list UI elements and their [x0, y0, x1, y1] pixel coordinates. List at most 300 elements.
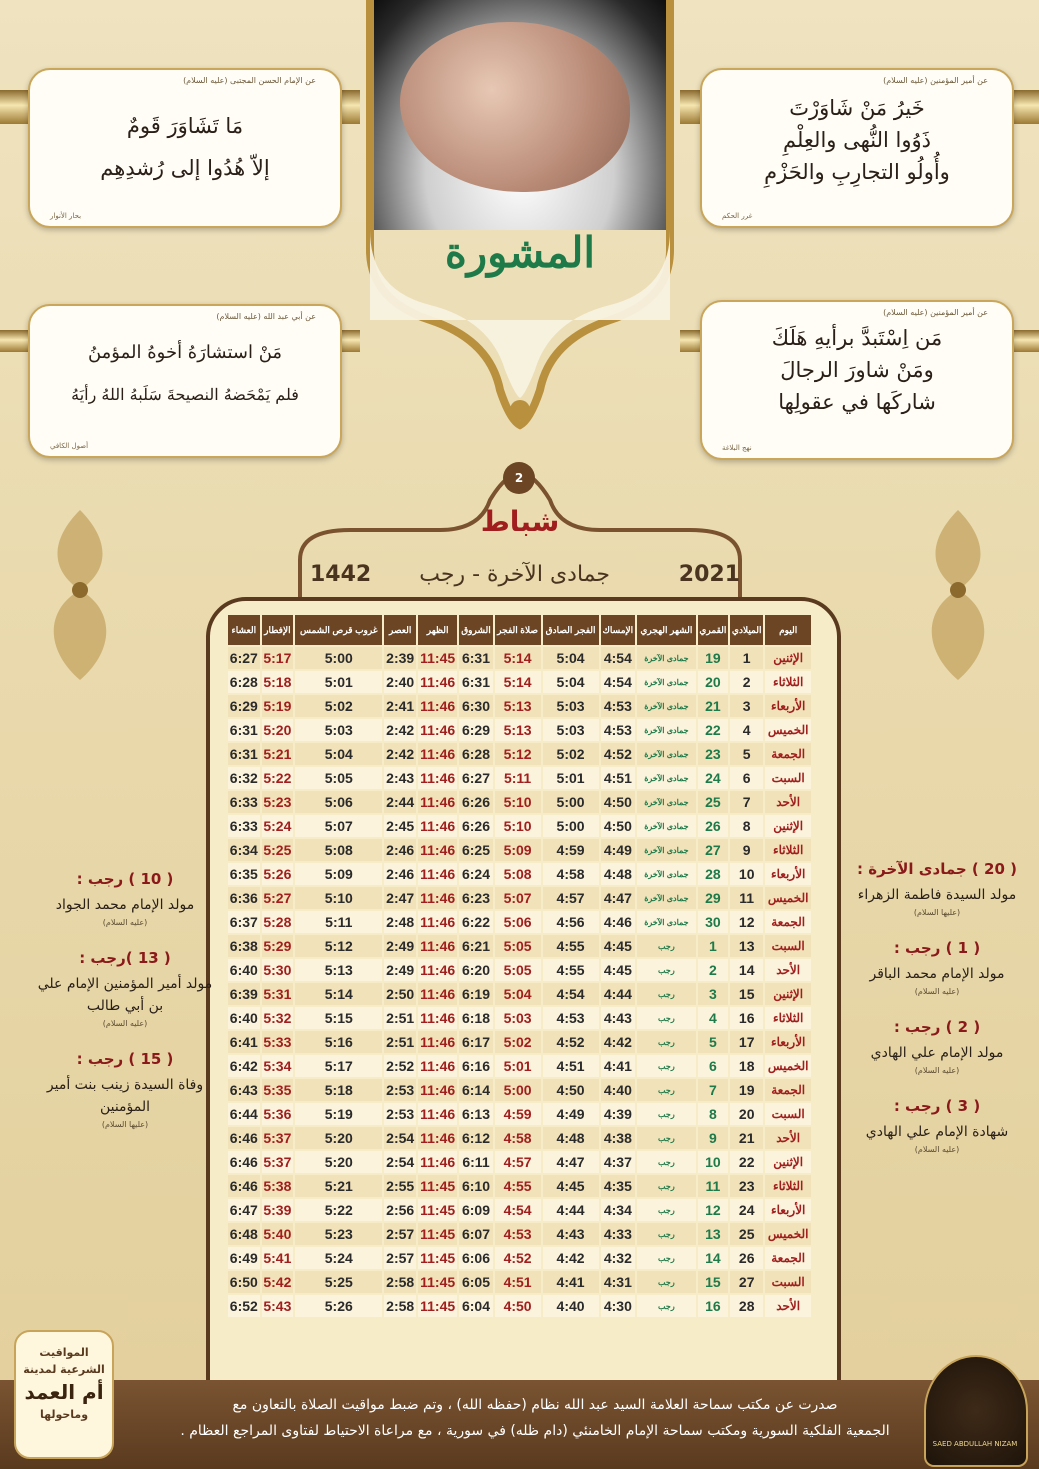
table-cell: 6:33	[228, 815, 260, 837]
table-cell: 11:45	[418, 1295, 457, 1317]
table-cell: 5:38	[262, 1175, 294, 1197]
table-cell: 13	[730, 935, 763, 957]
table-cell: 5:11	[495, 767, 541, 789]
city-line-4: وماحولها	[39, 1408, 89, 1421]
table-cell: 4:45	[601, 959, 635, 981]
table-cell: 2:58	[384, 1295, 416, 1317]
table-cell: 5:00	[295, 647, 382, 669]
table-cell: رجب	[637, 1079, 696, 1101]
table-cell: 6:40	[228, 1007, 260, 1029]
table-cell: 24	[730, 1199, 763, 1221]
table-cell: 5:21	[262, 743, 294, 765]
center-arch-frame	[350, 0, 690, 430]
table-cell: 10	[698, 1151, 728, 1173]
table-cell: 5:30	[262, 959, 294, 981]
table-cell: 5:34	[262, 1055, 294, 1077]
table-cell: 6:52	[228, 1295, 260, 1317]
table-row	[228, 815, 811, 837]
table-cell: 5:06	[295, 791, 382, 813]
table-cell: 5:17	[295, 1055, 382, 1077]
table-cell: 2	[698, 959, 728, 981]
events-panel-right	[842, 846, 1032, 1176]
quote-line: وأُولُو التجارِبِ والحَزْمِ	[764, 160, 950, 184]
table-cell: 26	[698, 815, 728, 837]
table-cell: 2:42	[384, 719, 416, 741]
table-cell: 4:52	[601, 743, 635, 765]
table-cell: 9	[730, 839, 763, 861]
event-text: مولد الإمام محمد الجواد	[55, 897, 195, 913]
table-cell: 11:46	[418, 839, 457, 861]
table-cell: 11:46	[418, 887, 457, 909]
table-cell: 2:51	[384, 1007, 416, 1029]
table-cell: 6:43	[228, 1079, 260, 1101]
table-cell: 5:10	[495, 815, 541, 837]
event-text: وفاة السيدة زينب بنت أمير المؤمنين	[46, 1077, 204, 1115]
table-cell: الثلاثاء	[765, 1175, 811, 1197]
table-cell: رجب	[637, 983, 696, 1005]
table-row	[228, 719, 811, 741]
table-cell: الخميس	[765, 719, 811, 741]
table-cell: الأحد	[765, 1127, 811, 1149]
table-cell: 28	[730, 1295, 763, 1317]
table-row	[228, 1031, 811, 1053]
table-cell: 2:40	[384, 671, 416, 693]
table-cell: 5:03	[495, 1007, 541, 1029]
table-cell: 5:32	[262, 1007, 294, 1029]
event-item	[842, 939, 1032, 996]
table-cell: 4:45	[601, 935, 635, 957]
table-row	[228, 1151, 811, 1173]
table-cell: 4:42	[543, 1247, 599, 1269]
quote-line: إلاّ هُدُوا إلى رُشدِهِم	[100, 156, 270, 180]
table-cell: 5:20	[295, 1151, 382, 1173]
table-cell: 13	[698, 1223, 728, 1245]
table-cell: 6:31	[459, 671, 492, 693]
table-cell: 26	[730, 1247, 763, 1269]
event-item	[30, 1050, 220, 1129]
month-number-badge: 2	[503, 462, 535, 494]
table-cell: 5:14	[495, 647, 541, 669]
footer-line-1: صدرت عن مكتب سماحة العلامة السيد عبد الله نظام (حفظه الله) ، وتم ضبط مواقيت الصلاة بالتعاون مع	[232, 1397, 838, 1413]
table-cell: رجب	[637, 1127, 696, 1149]
table-cell: الخميس	[765, 1223, 811, 1245]
quote-line: خَيرُ مَنْ شَاوَرْتَ	[789, 96, 925, 120]
footer-text	[180, 1392, 890, 1444]
event-date: ( 2 ) رجب :	[893, 1018, 981, 1036]
table-cell: 6:36	[228, 887, 260, 909]
table-cell: 6:17	[459, 1031, 492, 1053]
table-cell: 24	[698, 767, 728, 789]
table-cell: 5:18	[262, 671, 294, 693]
table-cell: 25	[698, 791, 728, 813]
table-cell: 5:24	[262, 815, 294, 837]
table-cell: 4:59	[543, 839, 599, 861]
table-cell: الثلاثاء	[765, 839, 811, 861]
table-row	[228, 839, 811, 861]
table-row	[228, 863, 811, 885]
table-cell: 6:10	[459, 1175, 492, 1197]
table-cell: رجب	[637, 1247, 696, 1269]
table-cell: 11:46	[418, 863, 457, 885]
table-row	[228, 887, 811, 909]
table-cell: 11:46	[418, 1151, 457, 1173]
table-cell: 4:49	[601, 839, 635, 861]
table-cell: 2:53	[384, 1103, 416, 1125]
table-cell: 4:51	[543, 1055, 599, 1077]
table-cell: 4	[698, 1007, 728, 1029]
table-cell: 6:25	[459, 839, 492, 861]
table-cell: 4:58	[543, 863, 599, 885]
table-cell: 5:26	[295, 1295, 382, 1317]
table-row	[228, 1079, 811, 1101]
table-cell: 5:04	[295, 743, 382, 765]
table-cell: 9	[698, 1127, 728, 1149]
event-date: ( 10 ) رجب :	[76, 870, 174, 888]
table-cell: الإثنين	[765, 815, 811, 837]
table-cell: 14	[730, 959, 763, 981]
table-cell: 5:29	[262, 935, 294, 957]
table-cell: 29	[698, 887, 728, 909]
event-note: (عليه السلام)	[914, 987, 960, 996]
table-row	[228, 671, 811, 693]
city-name: أم العمد	[24, 1380, 104, 1404]
table-cell: 6:11	[459, 1151, 492, 1173]
table-cell: 6:28	[459, 743, 492, 765]
table-cell: 5:25	[262, 839, 294, 861]
table-cell: 5:04	[495, 983, 541, 1005]
table-cell: 5:26	[262, 863, 294, 885]
table-header-cell: الإفطار	[262, 615, 294, 645]
table-cell: 5:07	[495, 887, 541, 909]
table-cell: 11:45	[418, 1247, 457, 1269]
table-cell: 4:56	[543, 911, 599, 933]
table-cell: 5:01	[495, 1055, 541, 1077]
table-body	[228, 647, 811, 1317]
table-cell: 2:46	[384, 839, 416, 861]
table-cell: الخميس	[765, 1055, 811, 1077]
event-text: مولد الإمام علي الهادي	[870, 1045, 1004, 1061]
table-cell: 4:53	[543, 1007, 599, 1029]
table-cell: 6:35	[228, 863, 260, 885]
table-cell: جمادى الآخرة	[637, 671, 696, 693]
table-cell: 11:46	[418, 719, 457, 741]
table-cell: رجب	[637, 1175, 696, 1197]
table-cell: 6:20	[459, 959, 492, 981]
table-cell: 20	[698, 671, 728, 693]
table-cell: رجب	[637, 935, 696, 957]
event-item	[30, 949, 220, 1028]
ornament-right	[918, 510, 998, 690]
table-cell: 6:29	[228, 695, 260, 717]
table-cell: 6:49	[228, 1247, 260, 1269]
table-cell: السبت	[765, 767, 811, 789]
table-cell: 5:23	[295, 1223, 382, 1245]
table-cell: 4:48	[601, 863, 635, 885]
table-row	[228, 959, 811, 981]
table-cell: 6:16	[459, 1055, 492, 1077]
table-cell: 5:24	[295, 1247, 382, 1269]
table-cell: الأحد	[765, 791, 811, 813]
table-cell: 5:03	[543, 695, 599, 717]
table-cell: 5:20	[295, 1127, 382, 1149]
ornament-left	[40, 510, 120, 690]
table-cell: 27	[730, 1271, 763, 1293]
table-cell: 5:02	[543, 743, 599, 765]
table-cell: جمادى الآخرة	[637, 911, 696, 933]
table-cell: 6:09	[459, 1199, 492, 1221]
table-cell: 5:25	[295, 1271, 382, 1293]
table-row	[228, 743, 811, 765]
table-cell: 5:13	[295, 959, 382, 981]
table-cell: 11:46	[418, 935, 457, 957]
table-cell: 4:33	[601, 1223, 635, 1245]
table-cell: 7	[730, 791, 763, 813]
table-header-cell: الشروق	[459, 615, 492, 645]
table-cell: جمادى الآخرة	[637, 767, 696, 789]
table-row	[228, 983, 811, 1005]
table-cell: 2:49	[384, 959, 416, 981]
table-cell: 2:51	[384, 1031, 416, 1053]
table-cell: 6:46	[228, 1175, 260, 1197]
table-cell: 4:37	[601, 1151, 635, 1173]
table-cell: 16	[730, 1007, 763, 1029]
table-cell: 5:07	[295, 815, 382, 837]
table-cell: الثلاثاء	[765, 671, 811, 693]
table-header-cell: الفجر الصادق	[543, 615, 599, 645]
table-row	[228, 1103, 811, 1125]
table-header-cell: العصر	[384, 615, 416, 645]
table-cell: 7	[698, 1079, 728, 1101]
table-cell: 11:45	[418, 1271, 457, 1293]
table-cell: الإثنين	[765, 647, 811, 669]
table-cell: 5:35	[262, 1079, 294, 1101]
table-cell: رجب	[637, 1103, 696, 1125]
table-cell: 5:04	[543, 647, 599, 669]
table-cell: 6:46	[228, 1151, 260, 1173]
table-cell: 4:40	[601, 1079, 635, 1101]
table-row	[228, 1127, 811, 1149]
greg-year: 2021	[678, 562, 740, 587]
table-cell: 11:46	[418, 911, 457, 933]
table-cell: 2:57	[384, 1247, 416, 1269]
table-cell: رجب	[637, 1151, 696, 1173]
table-cell: رجب	[637, 1031, 696, 1053]
event-note: (عليه السلام)	[102, 1019, 148, 1028]
table-cell: جمادى الآخرة	[637, 839, 696, 861]
table-cell: 11:46	[418, 1079, 457, 1101]
table-cell: 4:50	[601, 791, 635, 813]
table-cell: 2:46	[384, 863, 416, 885]
table-cell: الثلاثاء	[765, 1007, 811, 1029]
table-cell: 4:55	[543, 959, 599, 981]
table-cell: 4:51	[601, 767, 635, 789]
page-title: المشورة	[444, 228, 596, 277]
table-cell: 4:51	[495, 1271, 541, 1293]
table-cell: السبت	[765, 1271, 811, 1293]
table-cell: 23	[698, 743, 728, 765]
table-cell: الأحد	[765, 1295, 811, 1317]
table-cell: رجب	[637, 1055, 696, 1077]
table-cell: 11:46	[418, 743, 457, 765]
table-cell: 5:00	[543, 791, 599, 813]
table-cell: 4:54	[601, 647, 635, 669]
quote-card-top-left	[28, 68, 342, 228]
month-subheader	[300, 560, 740, 596]
table-cell: السبت	[765, 935, 811, 957]
table-cell: 4:35	[601, 1175, 635, 1197]
table-cell: 4:59	[495, 1103, 541, 1125]
table-cell: 28	[698, 863, 728, 885]
table-cell: 4:47	[601, 887, 635, 909]
table-cell: 2:43	[384, 767, 416, 789]
table-cell: 6:13	[459, 1103, 492, 1125]
table-cell: 4:30	[601, 1295, 635, 1317]
quote-card-bottom-left	[28, 304, 342, 458]
table-cell: 4:47	[543, 1151, 599, 1173]
table-cell: 5:36	[262, 1103, 294, 1125]
table-cell: 6:34	[228, 839, 260, 861]
table-row	[228, 1223, 811, 1245]
table-row	[228, 935, 811, 957]
table-cell: الأربعاء	[765, 1031, 811, 1053]
table-cell: 4:32	[601, 1247, 635, 1269]
table-cell: 25	[730, 1223, 763, 1245]
table-cell: 4:55	[543, 935, 599, 957]
prayer-times-table	[226, 613, 813, 1319]
table-cell: 5:03	[543, 719, 599, 741]
table-cell: 5:05	[495, 935, 541, 957]
table-cell: 6:04	[459, 1295, 492, 1317]
table-cell: 3	[730, 695, 763, 717]
table-row	[228, 1055, 811, 1077]
table-row	[228, 767, 811, 789]
table-cell: 6:31	[228, 743, 260, 765]
table-cell: 5:21	[295, 1175, 382, 1197]
table-cell: 5:13	[495, 719, 541, 741]
table-cell: الجمعة	[765, 743, 811, 765]
table-cell: 21	[698, 695, 728, 717]
table-cell: 4:55	[495, 1175, 541, 1197]
table-cell: 4:44	[543, 1199, 599, 1221]
city-line-1: المواقيت	[39, 1346, 89, 1359]
table-cell: 2:47	[384, 887, 416, 909]
event-text: مولد أمير المؤمنين الإمام علي بن أبي طالب	[37, 976, 213, 1014]
table-cell: 11	[698, 1175, 728, 1197]
table-cell: 6	[698, 1055, 728, 1077]
table-cell: 5:28	[262, 911, 294, 933]
footer-line-2: الجمعية الفلكية السورية ومكتب سماحة الإمام الخامنئي (دام ظله) في سورية ، مع مراعاة الاحتياط لفتاوى المراجع العظام .	[180, 1423, 890, 1439]
table-cell: 4:31	[601, 1271, 635, 1293]
table-cell: 5:33	[262, 1031, 294, 1053]
table-cell: 5:10	[495, 791, 541, 813]
table-cell: 14	[698, 1247, 728, 1269]
table-cell: 2:48	[384, 911, 416, 933]
table-cell: 6:21	[459, 935, 492, 957]
table-cell: 2:39	[384, 647, 416, 669]
table-cell: 6:28	[228, 671, 260, 693]
quote-line: مَن اِسْتَبدَّ برأيهِ هَلَكَ	[771, 326, 943, 350]
table-cell: 6:47	[228, 1199, 260, 1221]
table-cell: 2	[730, 671, 763, 693]
table-cell: 4:50	[601, 815, 635, 837]
table-cell: 6:23	[459, 887, 492, 909]
table-cell: 17	[730, 1031, 763, 1053]
table-cell: 4:38	[601, 1127, 635, 1149]
hijri-year: 1442	[310, 562, 372, 587]
quote-source: عن أمير المؤمنين (عليه السلام)	[883, 308, 988, 317]
table-cell: 4:52	[543, 1031, 599, 1053]
table-cell: 2:55	[384, 1175, 416, 1197]
table-cell: 11:46	[418, 767, 457, 789]
table-cell: 6:39	[228, 983, 260, 1005]
event-text: شهادة الإمام علي الهادي	[865, 1124, 1009, 1140]
table-cell: 4:43	[601, 1007, 635, 1029]
table-cell: 11:46	[418, 1007, 457, 1029]
table-cell: 23	[730, 1175, 763, 1197]
table-cell: 2:49	[384, 935, 416, 957]
quote-line: ذَوُوا النُّهى والعِلْمِ	[782, 128, 931, 152]
table-cell: 2:56	[384, 1199, 416, 1221]
month-name: شباط	[480, 505, 560, 538]
table-cell: الأربعاء	[765, 1199, 811, 1221]
table-cell: 4:54	[495, 1199, 541, 1221]
event-date: ( 15 ) رجب :	[76, 1050, 174, 1068]
table-cell: 6:30	[459, 695, 492, 717]
quote-line: شاركَها في عقولِها	[778, 390, 936, 414]
table-cell: رجب	[637, 959, 696, 981]
table-cell: 4:44	[601, 983, 635, 1005]
table-header-cell: الإمساك	[601, 615, 635, 645]
quote-card-bottom-right	[700, 300, 1014, 460]
table-cell: 5:17	[262, 647, 294, 669]
table-cell: 5:41	[262, 1247, 294, 1269]
table-cell: 2:44	[384, 791, 416, 813]
table-cell: 5:15	[295, 1007, 382, 1029]
city-box	[14, 1330, 114, 1459]
table-cell: 5:19	[262, 695, 294, 717]
table-header-cell: غروب قرص الشمس	[295, 615, 382, 645]
table-cell: 11:46	[418, 695, 457, 717]
table-cell: 6:46	[228, 1127, 260, 1149]
table-cell: 4:41	[601, 1055, 635, 1077]
table-cell: 4	[730, 719, 763, 741]
table-cell: 2:41	[384, 695, 416, 717]
table-cell: 6:24	[459, 863, 492, 885]
table-cell: الأربعاء	[765, 695, 811, 717]
table-cell: 6:48	[228, 1223, 260, 1245]
event-item	[842, 1018, 1032, 1075]
table-cell: جمادى الآخرة	[637, 647, 696, 669]
table-cell: 2:50	[384, 983, 416, 1005]
table-cell: 5:02	[495, 1031, 541, 1053]
table-cell: 2:58	[384, 1271, 416, 1293]
table-cell: 5:11	[295, 911, 382, 933]
table-cell: 5:39	[262, 1199, 294, 1221]
quote-line: مَا تَشَاوَرَ قَومٌ	[126, 114, 244, 138]
table-cell: 11:46	[418, 959, 457, 981]
table-row	[228, 791, 811, 813]
hijri-months: جمادى الآخرة - رجب	[419, 562, 610, 587]
table-cell: 6:07	[459, 1223, 492, 1245]
table-cell: 6:42	[228, 1055, 260, 1077]
table-cell: 4:54	[601, 671, 635, 693]
event-date: ( 20 ) جمادى الآخرة :	[857, 860, 1017, 878]
table-cell: الأحد	[765, 959, 811, 981]
table-cell: 11:46	[418, 1127, 457, 1149]
event-note: (عليه السلام)	[914, 1145, 960, 1154]
table-cell: 15	[730, 983, 763, 1005]
table-cell: الجمعة	[765, 1079, 811, 1101]
